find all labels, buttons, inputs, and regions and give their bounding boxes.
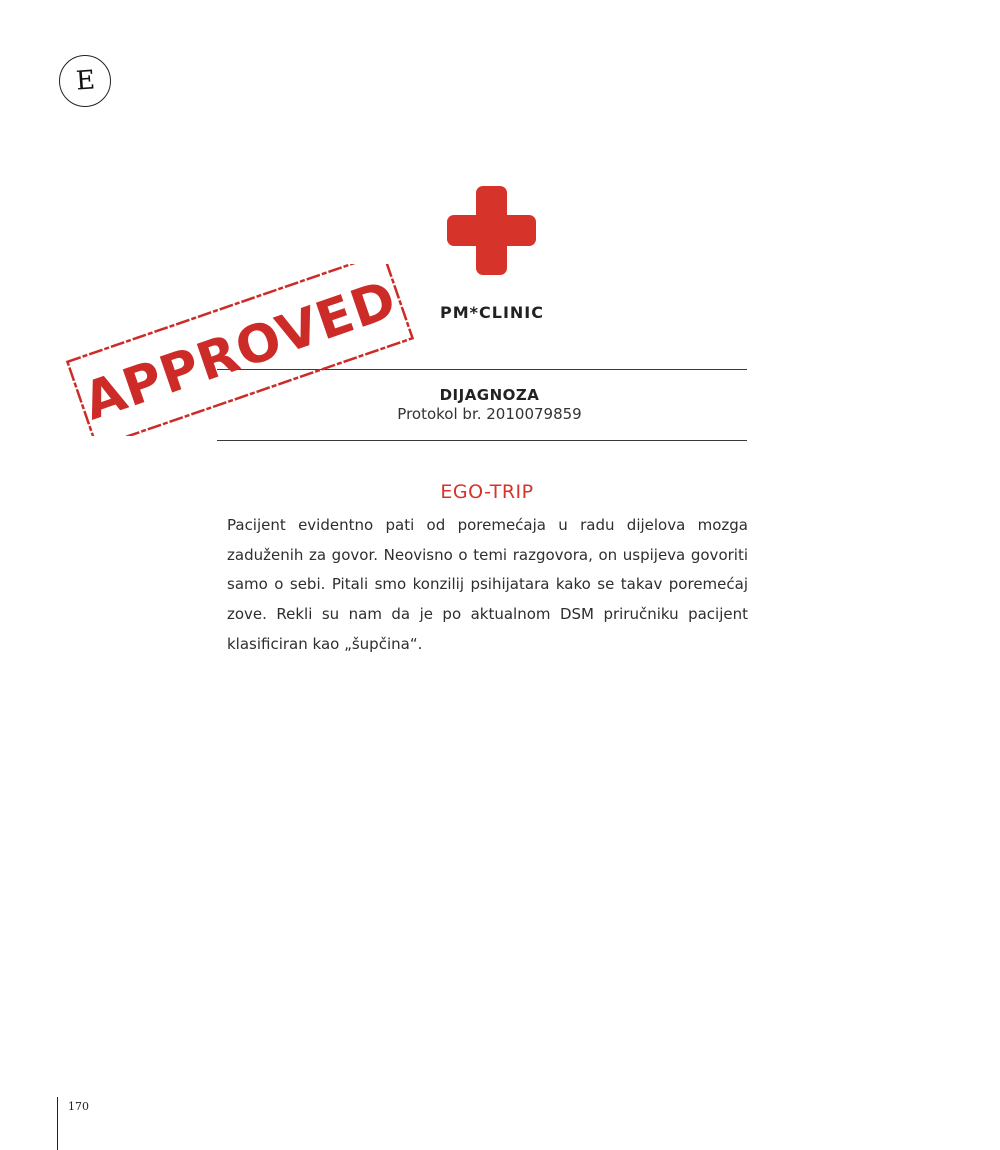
approved-stamp: [64, 264, 416, 436]
page-margin-line: [57, 1097, 58, 1150]
stamp-text: APPROVED: [76, 269, 405, 433]
chapter-letter: E: [74, 65, 96, 97]
entry-body: Pacijent evidentno pati od poremećaja u radu dijelova mozga zaduženih za govor. Neovisno o temi razgovora, on uspijeva govoriti samo o sebi. Pitali smo konzilij psihijatara kako se takav poremećaj zove. Rekli su nam da je po aktualnom DSM priručniku pacijent klasificiran kao „šupčina“.: [227, 516, 748, 653]
clinic-name: PM*CLINIC: [440, 303, 544, 322]
chapter-letter-badge: [59, 55, 111, 107]
page-number: 170: [68, 1100, 89, 1113]
bottom-divider: [217, 440, 747, 441]
diagnosis-title: DIJAGNOZA: [439, 386, 540, 404]
entry-heading: EGO-TRIP: [440, 481, 534, 503]
protocol-number: Protokol br. 2010079859: [397, 405, 582, 423]
medical-cross-icon: [447, 186, 536, 275]
